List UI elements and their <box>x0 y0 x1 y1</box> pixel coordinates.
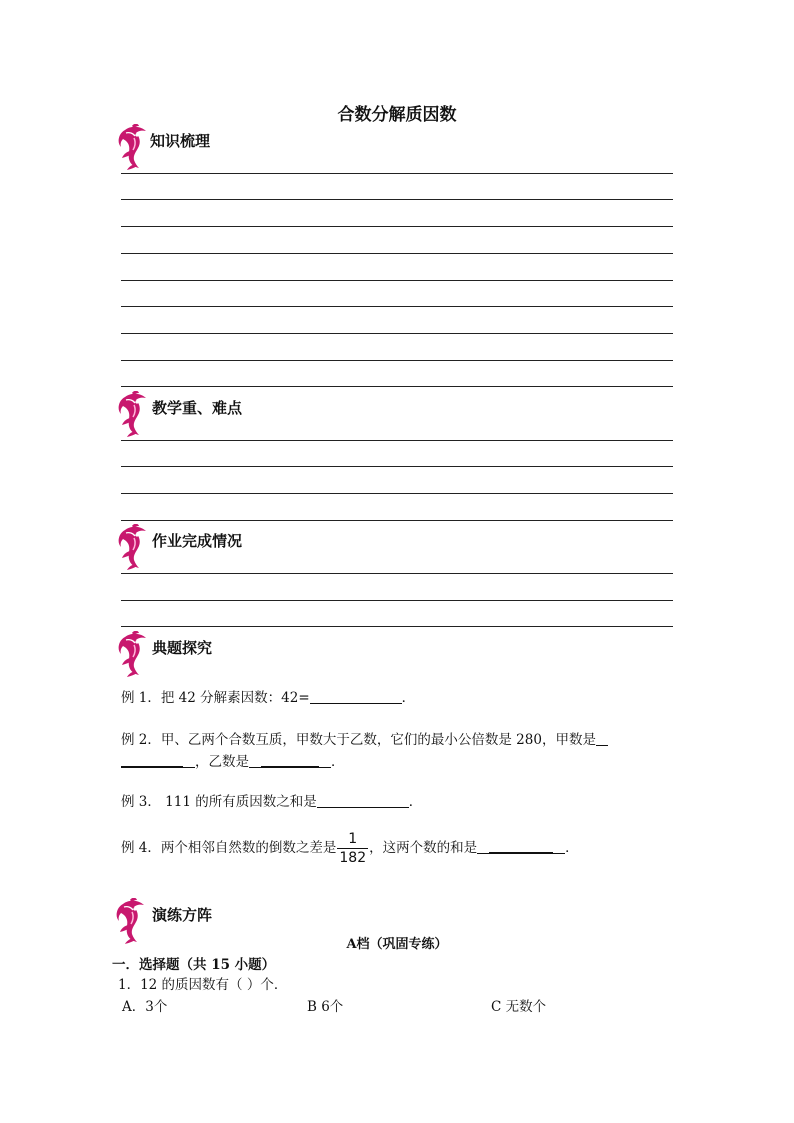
section-heading-knowledge: 知识梳理 <box>150 132 211 150</box>
page-title: 合数分解质因数 <box>337 105 457 125</box>
section-heading-examples: 典题探究 <box>152 639 213 657</box>
writing-line <box>121 520 673 521</box>
writing-line <box>121 253 673 254</box>
answer-blank-yi[interactable] <box>261 752 319 768</box>
writing-line <box>121 440 673 441</box>
fraction <box>337 832 368 865</box>
answer-blank-jia[interactable] <box>121 752 183 768</box>
writing-line <box>121 199 673 200</box>
writing-line <box>121 573 673 574</box>
example-2-text: 例 2．甲、乙两个合数互质，甲数大于乙数，它们的最小公倍数是 280，甲数是 <box>121 732 596 748</box>
option-b[interactable]: B 6个 <box>307 999 344 1015</box>
example-4-end: ． <box>565 840 579 856</box>
dolphin-icon <box>117 391 151 437</box>
section-heading-focus: 教学重、难点 <box>152 399 243 417</box>
dolphin-icon <box>117 524 151 570</box>
option-c[interactable]: C 无数个 <box>491 999 547 1015</box>
option-a[interactable]: A．3个 <box>122 999 168 1015</box>
writing-line <box>121 386 673 387</box>
answer-blank-tail <box>183 753 195 768</box>
writing-line <box>121 333 673 334</box>
answer-blank-tail <box>553 839 565 854</box>
example-3 <box>121 790 422 810</box>
dolphin-icon <box>117 124 151 170</box>
writing-line <box>121 626 673 627</box>
fraction-denominator: 182 <box>339 850 367 866</box>
answer-blank-tail <box>319 753 331 768</box>
answer-blank[interactable] <box>596 731 608 746</box>
example-2-line-1 <box>121 728 608 748</box>
writing-line <box>121 466 673 467</box>
section-heading-practice: 演练方阵 <box>152 906 213 924</box>
section-heading-homework: 作业完成情况 <box>152 532 243 550</box>
answer-blank[interactable] <box>489 838 553 854</box>
writing-line <box>121 280 673 281</box>
example-4 <box>121 832 579 865</box>
question-1-stem: 1．12 的质因数有（ ）个． <box>118 977 288 993</box>
example-2-line-2 <box>121 750 345 770</box>
answer-blank[interactable] <box>310 689 402 704</box>
writing-line <box>121 600 673 601</box>
part-heading: 一．选择题（共 15 小题） <box>112 957 276 973</box>
answer-blank[interactable] <box>317 793 409 808</box>
example-4-text: 例 4．两个相邻自然数的倒数之差是 <box>121 840 337 856</box>
example-1 <box>121 686 415 706</box>
example-3-end: ． <box>408 794 423 810</box>
writing-line <box>121 493 673 494</box>
example-4-after: ，这两个数的和是 <box>369 840 478 856</box>
example-1-text: 例 1．把 42 分解素因数：42= <box>121 690 310 706</box>
level-heading: A档（巩固专练） <box>346 937 448 952</box>
writing-line <box>121 226 673 227</box>
example-3-text: 例 3． 111 的所有质因数之和是 <box>121 794 317 810</box>
fraction-numerator: 1 <box>337 832 368 849</box>
dolphin-icon <box>117 631 151 677</box>
writing-line <box>121 360 673 361</box>
example-2-mid: ，乙数是 <box>195 754 249 770</box>
example-1-end: ． <box>401 690 416 706</box>
writing-line <box>121 173 673 174</box>
answer-blank-lead <box>249 753 261 768</box>
example-2-end: ． <box>331 754 345 770</box>
answer-blank-lead <box>477 839 489 854</box>
writing-line <box>121 306 673 307</box>
